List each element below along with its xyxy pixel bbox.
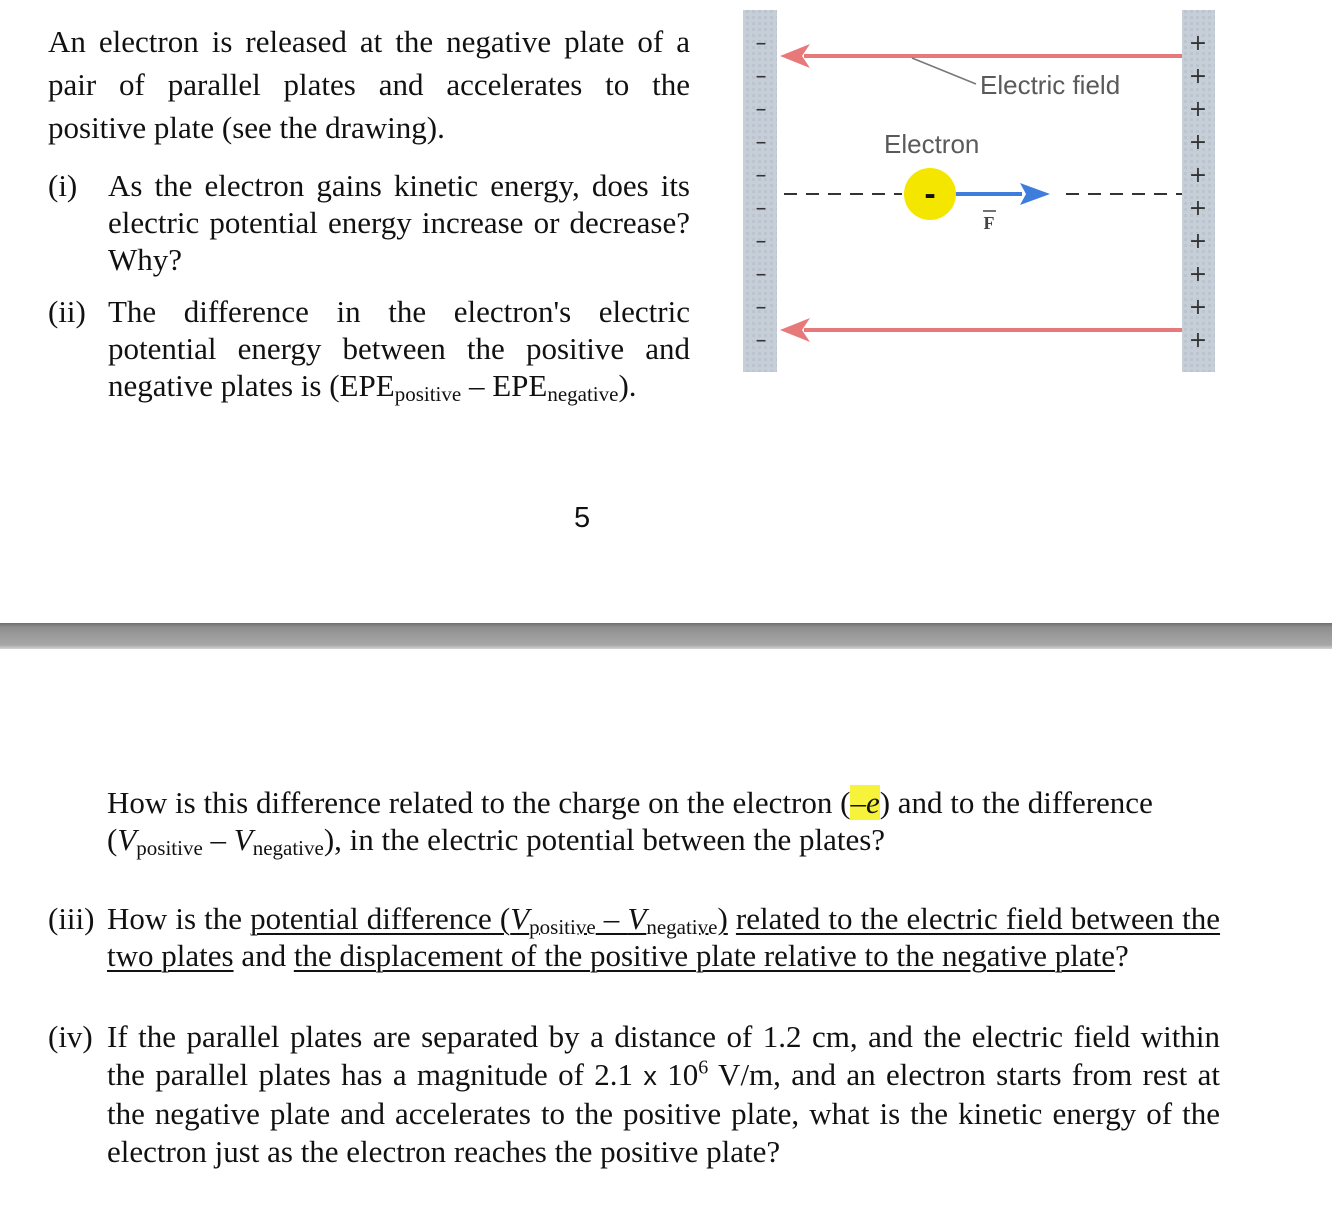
svg-text:–: – (755, 229, 767, 254)
svg-text:+: + (1188, 196, 1208, 221)
parallel-plates-diagram (740, 10, 1220, 372)
question-ii-line1: The difference in the electron's electric (108, 294, 690, 329)
svg-text:–: – (755, 328, 767, 353)
svg-text:–: – (755, 64, 767, 89)
svg-text:–: – (755, 295, 767, 320)
question-ii-number: (ii) (48, 294, 86, 329)
subscript-positive: positive (394, 382, 462, 406)
svg-text:+: + (1188, 97, 1208, 122)
page-number: 5 (574, 502, 591, 534)
svg-text:+: + (1188, 295, 1208, 320)
charge-highlight: –e (850, 785, 880, 820)
force-arrow (950, 183, 1050, 205)
svg-text:+: + (1188, 130, 1208, 155)
question-iv-number: (iv) (48, 1019, 93, 1054)
question-ii-text (108, 293, 690, 404)
force-label: F (983, 213, 995, 233)
svg-text:–: – (755, 196, 767, 221)
exponent: 6 (698, 1056, 709, 1079)
page-break-divider (0, 623, 1332, 649)
subscript-negative: negative (547, 382, 619, 406)
field-label-leader (912, 58, 976, 84)
svg-text:–: – (755, 130, 767, 155)
intro-paragraph: An electron is released at the negative plate of a pair of parallel plates and accelerates to the positive plate (see the drawing). (48, 24, 690, 145)
question-iii-number: (iii) (48, 901, 95, 936)
svg-text:+: + (1188, 262, 1208, 287)
svg-text:+: + (1188, 229, 1208, 254)
question-ii-line2: potential energy between the positive and negative plates is $(EPE_{positive} - EPE_{negative})$. (108, 331, 690, 406)
question-i-number: (i) (48, 168, 78, 203)
svg-text:+: + (1188, 31, 1208, 56)
svg-text:–: – (755, 97, 767, 122)
underline-displacement: the displacement of the positive plate relative to the negative plate (293, 938, 1116, 973)
question-iii-text: How is the potential difference $(V_{positive} - V_{negative})$ related to the electric field between the two plates and the displacement of the positive plate relative to the negative plate? (107, 901, 1221, 973)
underline-potential-difference: potential difference $(V_{positive} - V_{negative})$ (250, 901, 728, 939)
question-ii-continuation: How is this difference related to the charge on the electron (–e) and to the difference $(V_{positive} - V_{negative})$, in the electric potential between the plates? (107, 785, 1153, 860)
svg-text:+: + (1188, 64, 1208, 89)
svg-text:+: + (1188, 163, 1208, 188)
electric-field-label: Electric field (980, 70, 1121, 100)
electric-field-arrow-top (780, 44, 1182, 68)
svg-text:–: – (755, 262, 767, 287)
svg-text:–: – (755, 163, 767, 188)
underline-electric-field: related to the electric field between the two plates (107, 901, 1221, 973)
question-iv-text: If the parallel plates are separated by a distance of 1.2 cm, and the electric field within the parallel plates has a magnitude of 2.1 x $10^6$ V/m, and an electron starts from rest at the negative plate and accelerates to the positive plate, what is the kinetic energy of the electron just as the electron reaches the positive plate? (107, 1019, 1221, 1169)
electron-charge-sign: - (924, 178, 936, 211)
electron-label: Electron (884, 129, 980, 159)
electric-field-arrow-bottom (780, 318, 1182, 342)
svg-text:+: + (1188, 328, 1208, 353)
question-i-text: As the electron gains kinetic energy, does its electric potential energy increase or decrease? Why? (108, 168, 690, 277)
svg-text:–: – (755, 31, 767, 56)
